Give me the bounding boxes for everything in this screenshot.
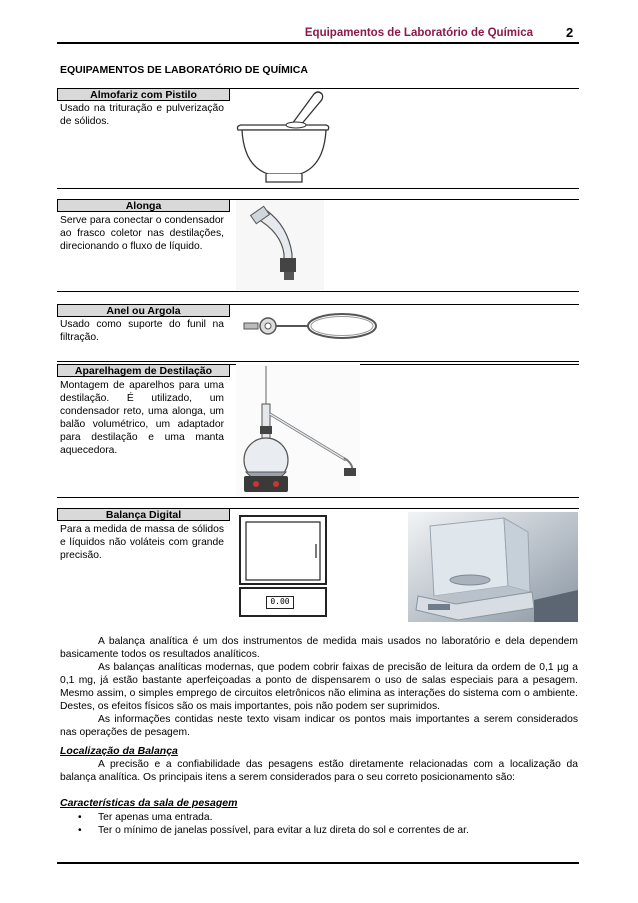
row-divider	[57, 497, 579, 498]
equipment-label-almofariz: Almofariz com Pistilo	[57, 88, 230, 101]
distillation-apparatus-image	[236, 364, 360, 498]
row-divider	[57, 291, 579, 292]
row-divider	[230, 304, 579, 305]
balance-display: 0.00	[266, 596, 294, 609]
bullet-icon: •	[78, 812, 82, 823]
bullet-icon: •	[78, 825, 82, 836]
equipment-desc-anel: Usado como suporte do funil na filtração.	[60, 319, 224, 343]
header-rule	[57, 42, 579, 44]
section-heading-location: Localização da Balança	[60, 745, 178, 757]
analytical-balance-photo	[408, 512, 578, 622]
equipment-label-balanca: Balança Digital	[57, 508, 230, 521]
equipment-label-anel: Anel ou Argola	[57, 304, 230, 317]
paragraph-3: As informações contidas neste texto visam indicar os pontos mais importantes a serem considerados nas operações de pesagem.	[60, 714, 578, 738]
equipment-desc-balanca: Para a medida de massa de sólidos e líquidos não voláteis com grande precisão.	[60, 524, 224, 561]
section-heading-room: Características da sala de pesagem	[60, 797, 238, 809]
ring-image	[238, 306, 378, 346]
paragraph-location: A precisão e a confiabilidade das pesagens estão diretamente relacionadas com a localização da balança analítica. Os principais itens a serem considerados para o seu correto posicionamento são:	[60, 759, 578, 783]
paragraph-2: As balanças analíticas modernas, que podem cobrir faixas de precisão de leitura da ordem de 0,1 µg a 0,1 mg, já estão bastante aperfeiçoadas a ponto de dispensarem o uso de salas especiais para a pesagem. Mesmo assim, o simples emprego de circuitos eletrônicos não elimina as interações do sistema com o ambiente. Destes, os efeitos físicos são os mais importantes, pois não podem ser suprimidos.	[60, 662, 578, 712]
list-item: • Ter o mínimo de janelas possível, para evitar a luz direta do sol e correntes de ar.	[78, 825, 469, 836]
equipment-desc-almofariz: Usado na trituração e pulverização de sólidos.	[60, 103, 224, 127]
equipment-label-destilacao: Aparelhagem de Destilação	[57, 364, 230, 377]
paragraph-1: A balança analítica é um dos instrumentos de medida mais usados no laboratório e dela dependem basicamente todos os resultados analíticos.	[60, 636, 578, 660]
page-title: EQUIPAMENTOS DE LABORATÓRIO DE QUÍMICA	[60, 64, 308, 76]
equipment-label-alonga: Alonga	[57, 199, 230, 212]
equipment-desc-alonga: Serve para conectar o condensador ao frasco coletor nas destilações, direcionando o fluxo de líquido.	[60, 215, 224, 252]
header-title: Equipamentos de Laboratório de Química	[304, 27, 533, 39]
list-item: • Ter apenas uma entrada.	[78, 812, 213, 823]
page-number: 2	[566, 25, 574, 40]
row-divider	[57, 361, 579, 362]
row-divider	[230, 508, 579, 509]
mortar-pestle-image	[236, 88, 336, 188]
footer-rule	[57, 862, 579, 864]
alonga-image	[236, 200, 324, 290]
row-divider	[57, 188, 579, 189]
equipment-desc-destilacao: Montagem de aparelhos para uma destilação. É utilizado, um condensador reto, uma alonga, um balão volumétrico, um adaptador para destilação e uma manta aquecedora.	[60, 380, 224, 456]
